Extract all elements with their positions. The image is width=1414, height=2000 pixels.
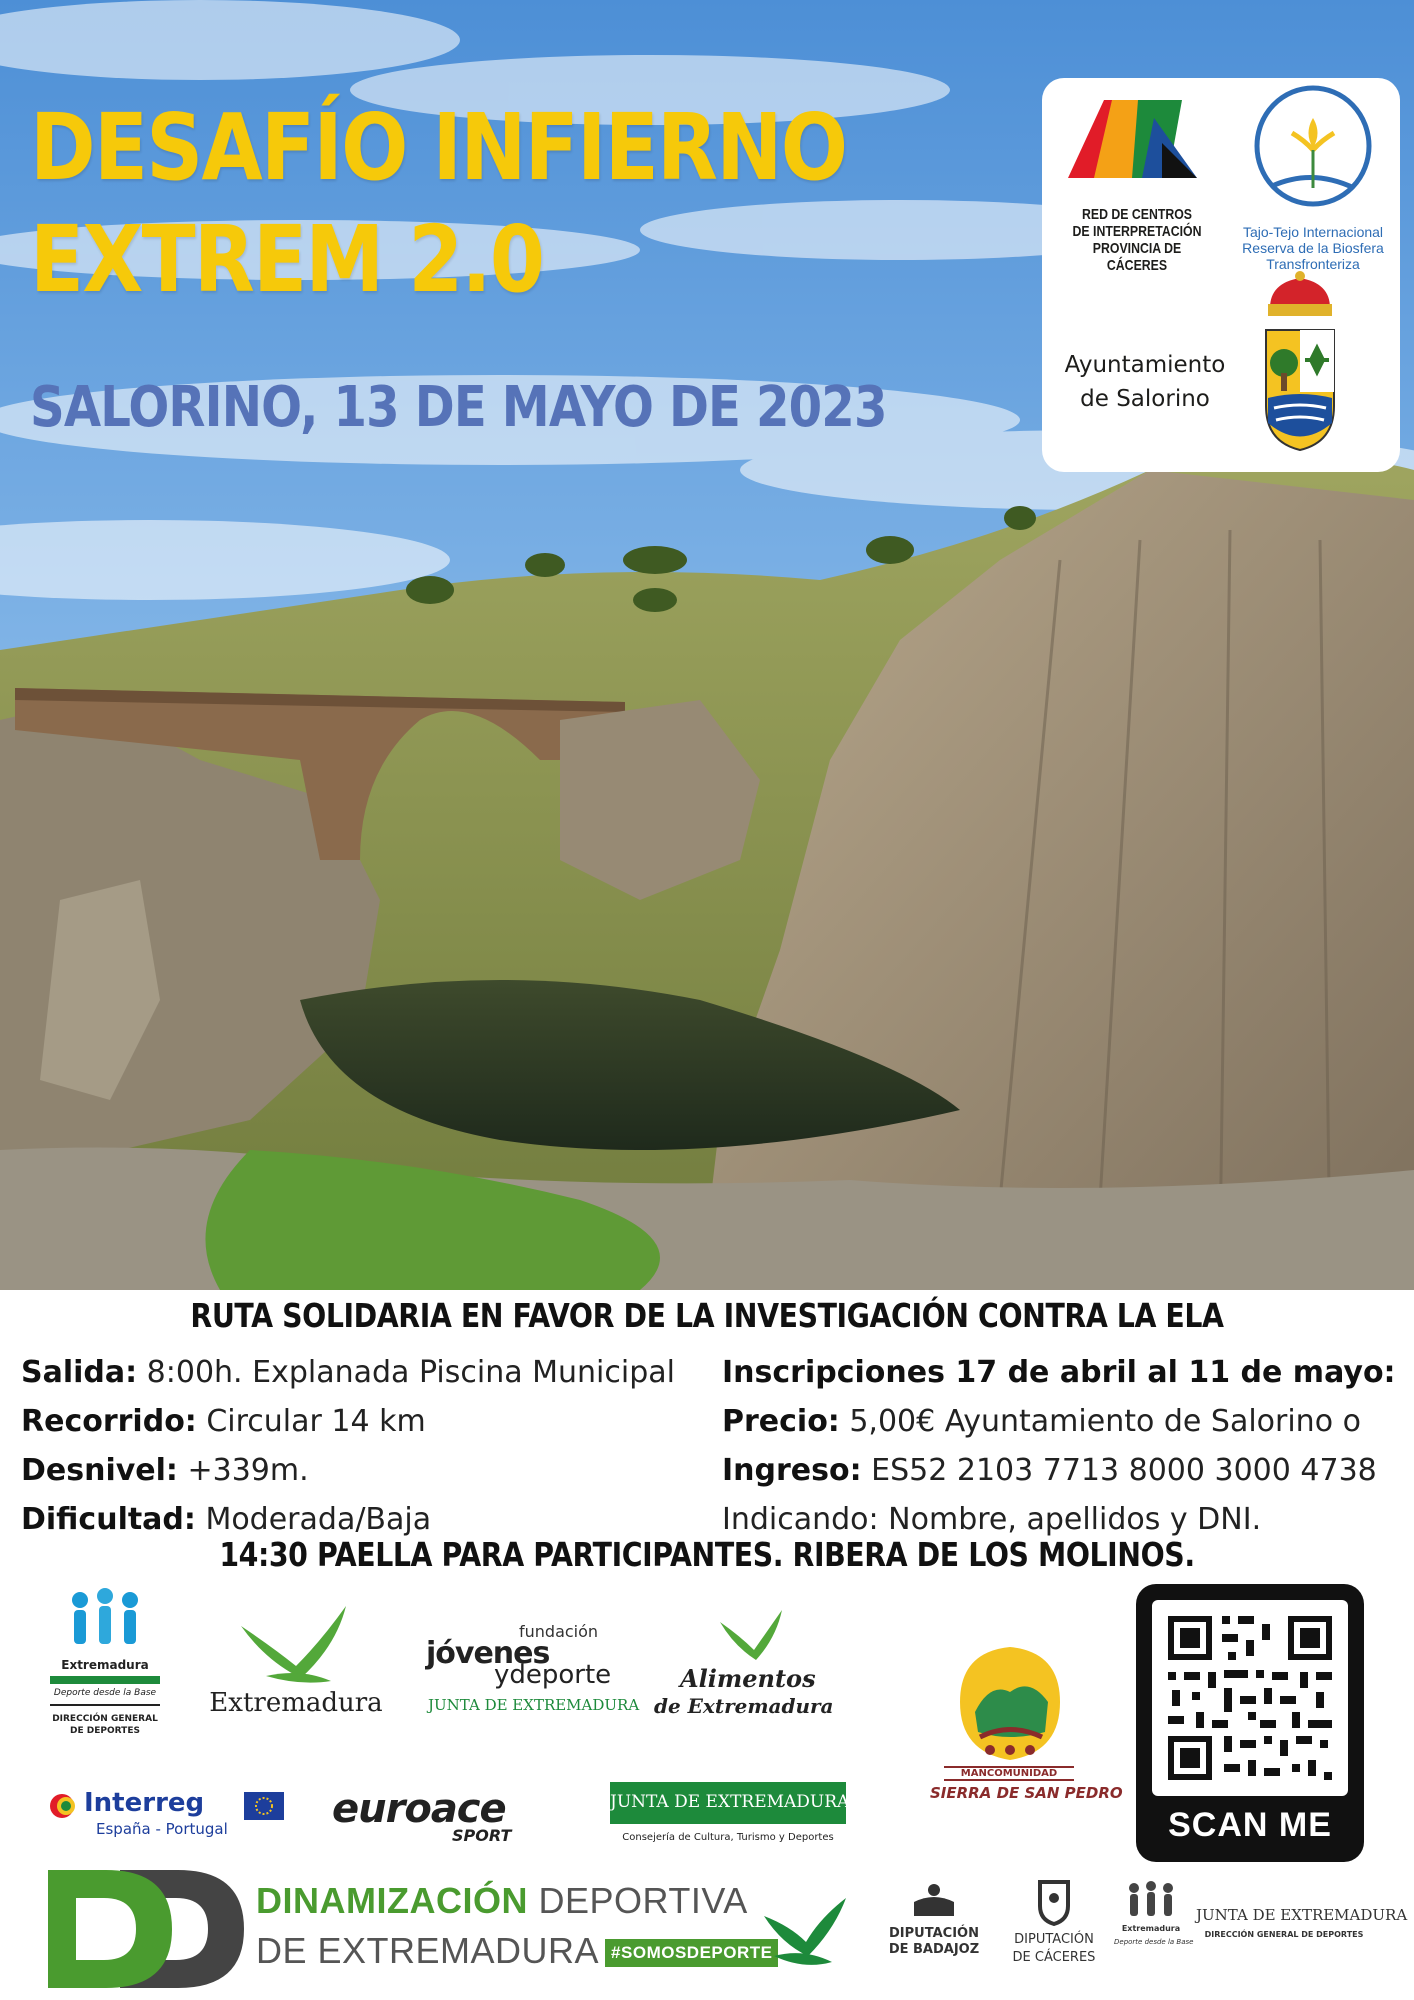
tajo-tejo-line: Tajo-Tejo Internacional <box>1242 224 1384 240</box>
qr-scan-label: SCAN ME <box>1168 1806 1332 1844</box>
sponsor-text: MANCOMUNIDAD <box>944 1766 1074 1781</box>
tajo-tejo-line: Transfronteriza <box>1266 256 1360 272</box>
interreg-emblem-icon <box>50 1794 75 1818</box>
junta-cultura-logo <box>610 1782 850 1852</box>
sponsor-text: DE BADAJOZ <box>888 1942 980 1957</box>
sponsor-text: ydeporte <box>494 1660 612 1690</box>
red-centros-line: RED DE CENTROS <box>1081 206 1193 223</box>
mancomunidad-emblem-icon <box>930 1642 1090 1762</box>
extremadura-deporte-logo <box>40 1586 170 1756</box>
event-title <box>30 92 846 316</box>
dd-hashtag: #SOMOSDEPORTE <box>605 1939 778 1967</box>
tajo-tejo-line: Reserva de la Biosfera <box>1242 240 1384 256</box>
partner-logo-panel <box>1042 78 1400 472</box>
sponsor-text: DIRECCIÓN GENERAL <box>52 1714 158 1724</box>
info-label: Salida: <box>21 1355 138 1390</box>
ayuntamiento-line: de Salorino <box>1080 386 1210 412</box>
sponsor-text: Extremadura <box>209 1688 383 1718</box>
info-inscripciones <box>722 1348 1396 1397</box>
sponsor-text: JUNTA DE EXTREMADURA <box>610 1792 850 1812</box>
sponsor-text: DIRECCIÓN GENERAL DE DEPORTES <box>1204 1930 1364 1939</box>
dd-monogram-icon <box>48 1870 248 1988</box>
red-centros-line: PROVINCIA DE CÁCERES <box>1092 240 1182 274</box>
extremadura-logo <box>196 1606 396 1726</box>
sponsor-text: DIPUTACIÓN <box>1014 1932 1094 1947</box>
route-details <box>21 1348 675 1544</box>
tajo-tejo-label <box>1228 224 1398 272</box>
sponsor-text: DE DEPORTES <box>70 1726 140 1736</box>
mancomunidad-logo <box>930 1642 1123 1812</box>
sponsor-text: JUNTA DE EXTREMADURA <box>1196 1906 1408 1924</box>
salorino-coat-of-arms-icon <box>1266 271 1334 450</box>
extremadura-swoosh-icon <box>196 1606 396 1686</box>
diputacion-badajoz-logo <box>884 1882 984 1982</box>
alimentos-swoosh-icon <box>650 1608 850 1668</box>
extremadura-swoosh-icon <box>760 1886 850 1976</box>
ayuntamiento-label <box>1050 348 1240 416</box>
sponsor-text: SPORT <box>452 1826 512 1845</box>
extremadura-small-swoosh <box>760 1886 850 1976</box>
sponsor-text: Interreg <box>84 1788 205 1818</box>
eu-flag-icon <box>244 1792 284 1820</box>
junta-deportes-logo <box>1196 1906 1408 1956</box>
info-salida <box>21 1348 675 1397</box>
sponsor-text: DE CÁCERES <box>1012 1950 1096 1965</box>
sponsor-text: Deporte desde la Base <box>1114 1938 1194 1946</box>
info-label: Desnivel: <box>21 1453 178 1488</box>
sponsor-text: fundación <box>519 1622 599 1641</box>
euroace-logo <box>332 1786 562 1846</box>
event-date-location: SALORINO, 13 DE MAYO DE 2023 <box>30 375 887 440</box>
info-value: Circular 14 km <box>196 1404 426 1439</box>
dd-line2: DE EXTREMADURA <box>256 1930 600 1971</box>
info-value: 5,00€ Ayuntamiento de Salorino o <box>839 1404 1361 1439</box>
tajo-tejo-logo-icon <box>1257 88 1369 204</box>
people-icon <box>1114 1880 1188 1924</box>
info-label: Dificultad: <box>21 1502 196 1537</box>
people-icon <box>40 1586 170 1656</box>
ayuntamiento-line: Ayuntamiento <box>1064 352 1226 378</box>
qr-code[interactable] <box>1152 1600 1348 1796</box>
dd-title <box>256 1880 748 1922</box>
info-label: Recorrido: <box>21 1404 197 1439</box>
sponsor-text: Alimentos <box>680 1664 816 1693</box>
event-title-line1: DESAFÍO INFIERNO <box>30 94 847 201</box>
sponsor-text: Consejería de Cultura, Turismo y Deportes <box>622 1832 834 1843</box>
sponsor-text: Extremadura <box>61 1658 149 1672</box>
info-value: Moderada/Baja <box>195 1502 432 1537</box>
paella-notice: 14:30 PAELLA PARA PARTICIPANTES. RIBERA DE LOS MOLINOS. <box>219 1535 1195 1574</box>
info-label: Ingreso: <box>722 1453 862 1488</box>
dd-logo <box>48 1870 248 1988</box>
sponsor-text: España - Portugal <box>96 1820 228 1838</box>
dd-word-2: DEPORTIVA <box>538 1880 748 1921</box>
info-value: ES52 2103 7713 8000 3000 4738 <box>861 1453 1377 1488</box>
route-headline: RUTA SOLIDARIA EN FAVOR DE LA INVESTIGACIÓN CONTRA LA ELA <box>190 1296 1224 1335</box>
info-precio <box>722 1397 1396 1446</box>
diputacion-caceres-logo <box>1004 1876 1104 1986</box>
sponsor-text: de Extremadura <box>654 1694 834 1718</box>
registration-details <box>722 1348 1396 1544</box>
sponsor-text: SIERRA DE SAN PEDRO <box>930 1784 1123 1802</box>
sponsor-text: Extremadura <box>1121 1924 1181 1933</box>
alimentos-logo <box>650 1608 850 1728</box>
interreg-logo <box>48 1788 288 1848</box>
sponsor-text: DIPUTACIÓN <box>889 1926 979 1941</box>
red-centros-label <box>1067 206 1206 274</box>
sponsor-text: jóvenes <box>426 1636 550 1671</box>
info-value: 8:00h. Explanada Piscina Municipal <box>137 1355 675 1390</box>
qr-code-card[interactable] <box>1136 1584 1364 1862</box>
info-value: Indicando: Nombre, apellidos y DNI. <box>722 1502 1262 1537</box>
info-ingreso <box>722 1446 1396 1495</box>
fundacion-jovenes-logo <box>424 1622 640 1722</box>
info-value: +339m. <box>177 1453 309 1488</box>
sponsor-text: JUNTA DE EXTREMADURA <box>428 1696 640 1714</box>
event-title-line2: EXTREM 2.0 <box>30 206 544 313</box>
info-label: Precio: <box>722 1404 840 1439</box>
dd-subtitle <box>256 1930 778 1972</box>
qr-code-icon <box>1152 1600 1348 1796</box>
sponsor-text: Deporte desde la Base <box>53 1688 157 1698</box>
red-centros-logo-icon <box>1068 100 1197 178</box>
divider <box>50 1704 160 1706</box>
dd-word-1: DINAMIZACIÓN <box>256 1880 528 1921</box>
sponsor-text: euroace <box>332 1786 506 1832</box>
extremadura-deporte-small-logo <box>1114 1880 1194 1980</box>
green-bar <box>50 1676 160 1684</box>
badajoz-emblem-icon <box>884 1882 984 1922</box>
caceres-emblem-icon <box>1004 1876 1104 1926</box>
info-recorrido <box>21 1397 675 1446</box>
info-desnivel <box>21 1446 675 1495</box>
info-label: Inscripciones 17 de abril al 11 de mayo: <box>722 1355 1396 1390</box>
red-centros-line: DE INTERPRETACIÓN <box>1072 223 1202 240</box>
